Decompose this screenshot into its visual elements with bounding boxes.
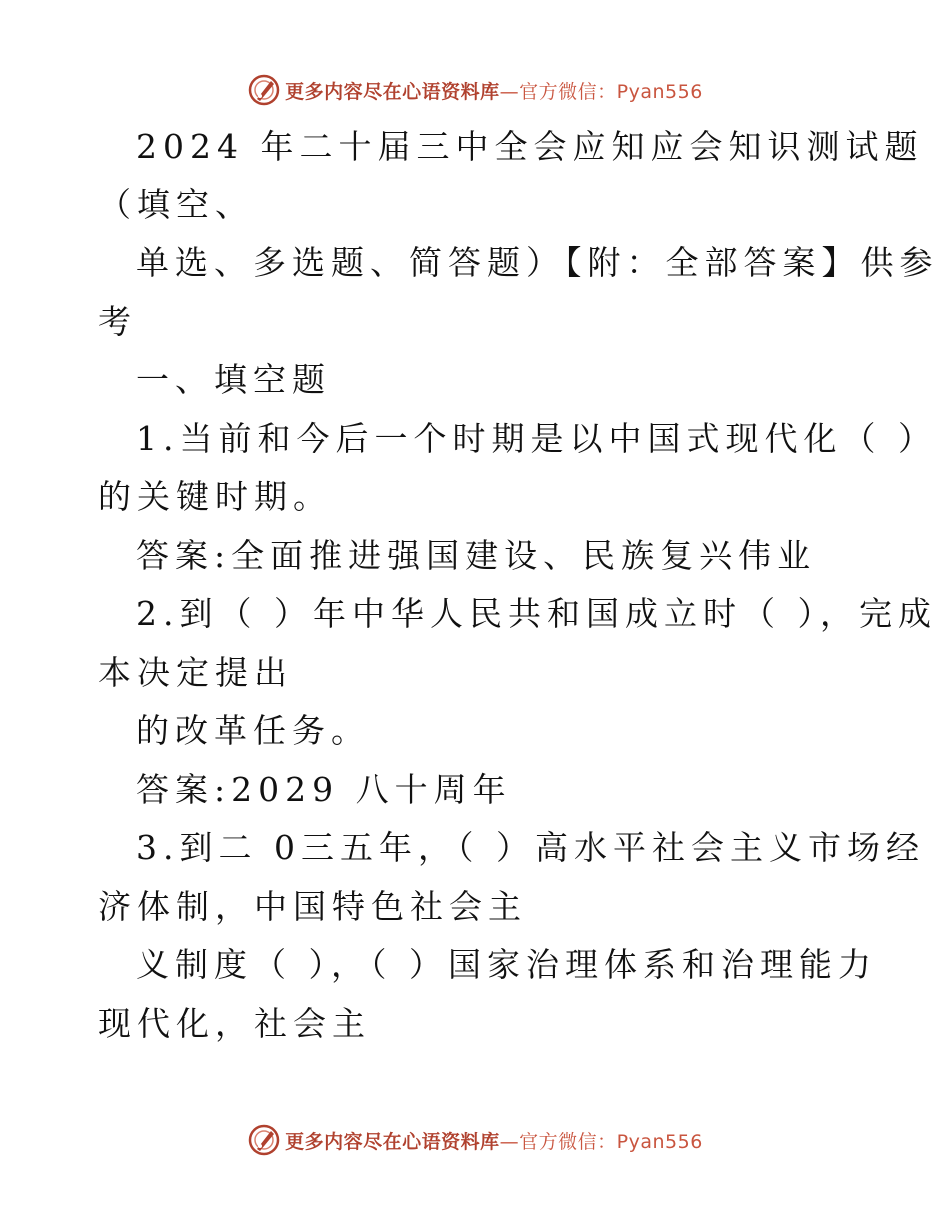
question-2-line-1: 2.到（ ）年中华人民共和国成立时（ ），完成	[136, 594, 937, 633]
watermark-text: 更多内容尽在心语资料库—官方微信：Pyan556	[285, 1130, 703, 1153]
watermark-text: 更多内容尽在心语资料库—官方微信：Pyan556	[285, 80, 703, 103]
question-2-line-2: 本决定提出	[98, 653, 293, 692]
pen-nib-circle-icon	[247, 1123, 281, 1157]
footer-watermark	[0, 1122, 950, 1158]
header-watermark	[0, 72, 950, 108]
document-title-line-1: 2024 年二十届三中全会应知应会知识测试题	[136, 127, 924, 166]
question-1-line-1: 1.当前和今后一个时期是以中国式现代化（ ）	[136, 419, 937, 458]
document-title-line-2: （填空、	[98, 185, 254, 224]
document-title-line-3: 单选、多选题、简答题）【附：全部答案】供参	[136, 243, 939, 282]
pen-nib-circle-icon	[247, 73, 281, 107]
answer-2: 答案:2029 八十周年	[136, 770, 512, 809]
question-3-line-1: 3.到二 0三五年，（ ）高水平社会主义市场经	[136, 828, 925, 867]
document-title-line-4: 考	[98, 302, 137, 341]
question-3-line-2: 济体制，中国特色社会主	[98, 887, 527, 926]
answer-1: 答案:全面推进强国建设、民族复兴伟业	[136, 536, 817, 575]
question-1-line-2: 的关键时期。	[98, 477, 332, 516]
section-heading-fill-in: 一、填空题	[136, 360, 331, 399]
question-3-line-4: 现代化，社会主	[98, 1004, 371, 1043]
question-3-line-3: 义制度（ ），（ ）国家治理体系和治理能力	[136, 945, 877, 984]
question-2-line-3: 的改革任务。	[136, 711, 370, 750]
